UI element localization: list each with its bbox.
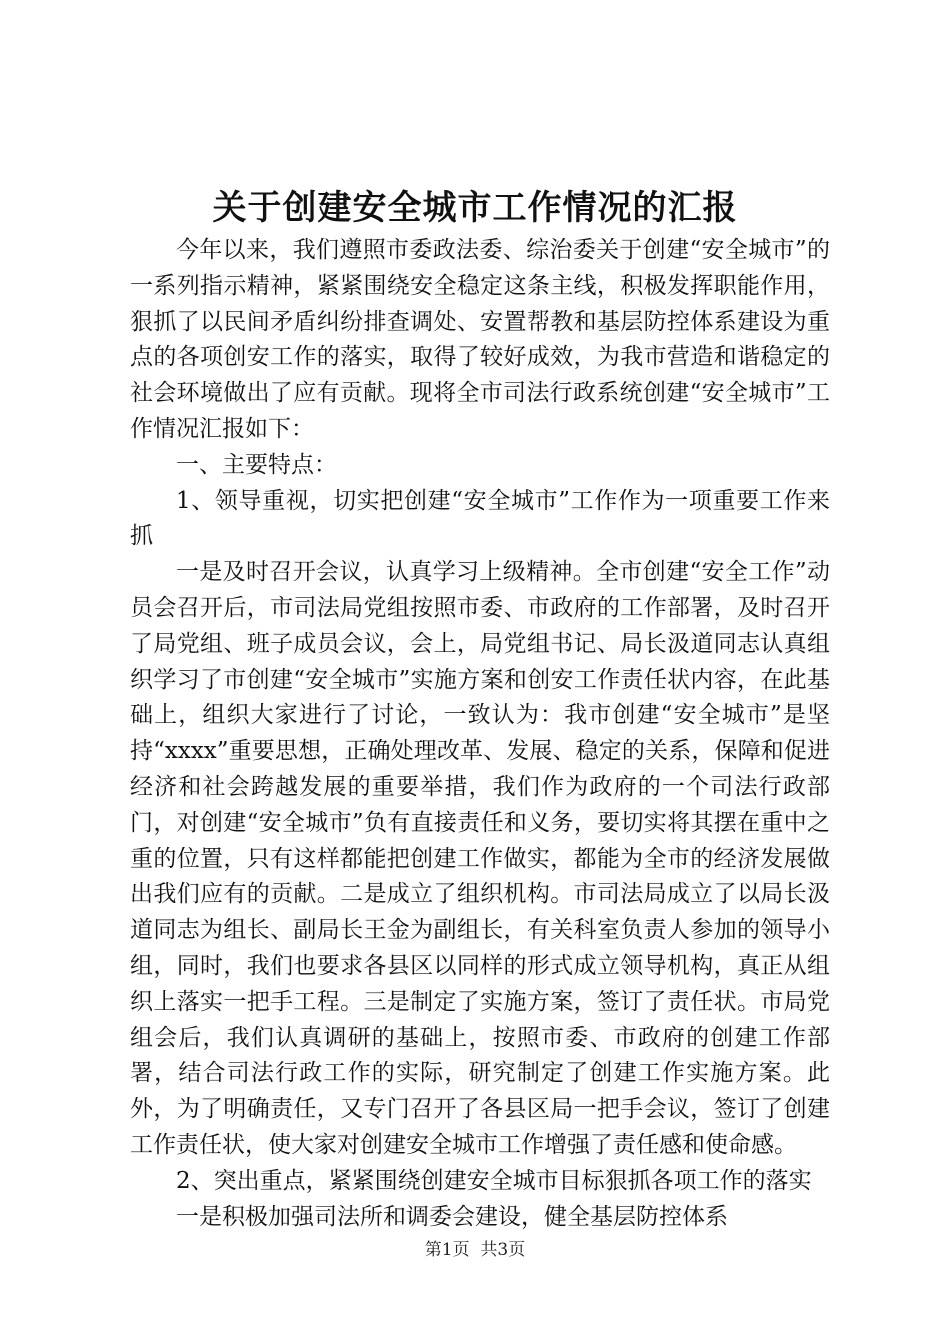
- page-number: 第1页: [424, 1240, 470, 1260]
- document-body: [130, 233, 830, 1235]
- body-paragraph: 一是及时召开会议，认真学习上级精神。全市创建“安全工作”动员会召开后，市司法局党组按照市委、市政府的工作部署，及时召开了局党组、班子成员会议，会上，局党组书记、局长汲道同志认真组织学习了市创建“安全城市”实施方案和创安工作责任状内容，在此基础上，组织大家进行了讨论，一致认为：我市创建“安全城市”是坚持“xxxx”重要思想，正确处理改革、发展、稳定的关系，保障和促进经济和社会跨越发展的重要举措，我们作为政府的一个司法行政部门，对创建“安全城市”负有直接责任和义务，要切实将其摆在重中之重的位置，只有这样都能把创建工作做实，都能为全市的经济发展做出我们应有的贡献。二是成立了组织机构。市司法局成立了以局长汲道同志为组长、副局长王金为副组长，有关科室负责人参加的领导小组，同时，我们也要求各县区以同样的形式成立领导机构，真正从组织上落实一把手工程。三是制定了实施方案，签订了责任状。市局党组会后，我们认真调研的基础上，按照市委、市政府的创建工作部署，结合司法行政工作的实际，研究制定了创建工作实施方案。此外，为了明确责任，又专门召开了各县区局一把手会议，签订了创建工作责任状，使大家对创建安全城市工作增强了责任感和使命感。: [130, 559, 830, 1158]
- subsection-heading: 2、突出重点，紧紧围绕创建安全城市目标狠抓各项工作的落实: [176, 1167, 812, 1194]
- page-footer: [0, 1238, 950, 1262]
- document-title: 关于创建安全城市工作情况的汇报: [212, 188, 738, 228]
- section-heading: 一、主要特点：: [176, 451, 337, 478]
- body-paragraph: 一是积极加强司法所和调委会建设，健全基层防控体系: [176, 1203, 728, 1230]
- page-total: 共3页: [480, 1240, 526, 1260]
- subsection-heading: 1、领导重视，切实把创建“安全城市”工作作为一项重要工作来抓: [130, 487, 830, 550]
- intro-paragraph: 今年以来，我们遵照市委政法委、综治委关于创建“安全城市”的一系列指示精神，紧紧围绕安全稳定这条主线，积极发挥职能作用，狠抓了以民间矛盾纠纷排查调处、安置帮教和基层防控体系建设为重点的各项创安工作的落实，取得了较好成效，为我市营造和谐稳定的社会环境做出了应有贡献。现将全市司法行政系统创建“安全城市”工作情况汇报如下：: [130, 237, 830, 442]
